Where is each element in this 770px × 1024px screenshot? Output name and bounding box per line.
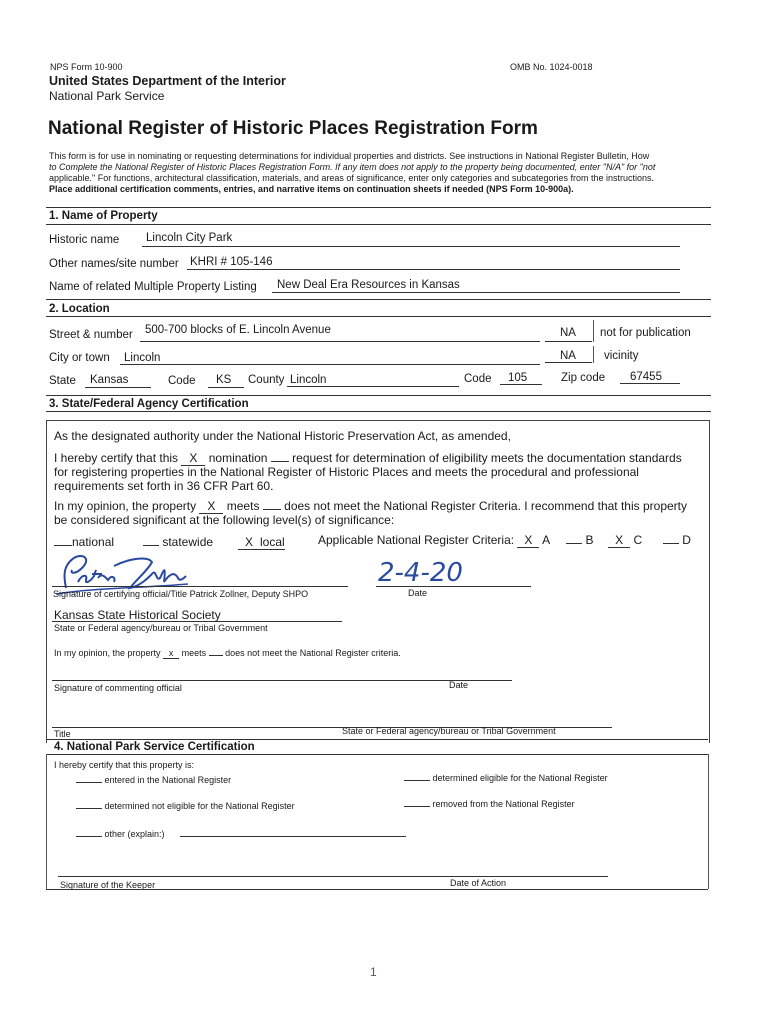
title-caption: Title: [54, 729, 71, 739]
opinion-line-1: [54, 499, 687, 514]
level-statewide: statewide: [143, 535, 213, 549]
section-rule: [46, 316, 711, 317]
section1-heading: 1. Name of Property: [49, 210, 158, 222]
intro-line-4: Place additional certification comments, entries, and narrative items on continuation sheets if needed (NPS Form 10-900a).: [49, 184, 574, 194]
certify-line-1: [54, 451, 682, 466]
authority-text: As the designated authority under the National Historic Preservation Act, as amended,: [54, 429, 511, 443]
opinion2-mark: x: [163, 648, 179, 659]
other-explain-line: [180, 836, 406, 837]
certify-post: request for determination of eligibility meets the documentation standards: [292, 451, 682, 465]
zip-label: Zip code: [561, 372, 606, 384]
field-underline: [545, 362, 592, 363]
department-name: United States Department of the Interior: [49, 74, 286, 88]
nfp-label: not for publication: [600, 327, 691, 339]
other-names-label: Other names/site number: [49, 258, 179, 270]
city-value: Lincoln: [124, 352, 161, 364]
omb-number: OMB No. 1024-0018: [510, 62, 593, 72]
title-agency-caption: State or Federal agency/bureau or Tribal Government: [342, 726, 556, 736]
certify-line-2: for registering properties in the National Register of Historic Places and meets the procedural and professional: [54, 465, 639, 479]
page-title: National Register of Historic Places Registration Form: [48, 118, 538, 139]
commenting-signature-line: [52, 680, 512, 681]
section-rule: [46, 395, 711, 396]
county-value: Lincoln: [290, 374, 327, 386]
not-eligible-option: determined not eligible for the National Register: [76, 801, 295, 811]
field-underline: [620, 383, 680, 384]
signature-line: [52, 586, 348, 587]
date-line: [376, 586, 531, 587]
commenting-caption: Signature of commenting official: [54, 683, 182, 693]
state-code-label: Code: [168, 375, 196, 387]
vicinity-value: NA: [560, 350, 576, 362]
opinion-line-2: be considered significant at the following level(s) of significance:: [54, 513, 395, 527]
mpl-label: Name of related Multiple Property Listing: [49, 281, 257, 293]
state-label: State: [49, 375, 76, 387]
agency-caption: State or Federal agency/bureau or Tribal Government: [54, 623, 268, 633]
signature-caption: Signature of certifying official/Title Patrick Zollner, Deputy SHPO: [53, 589, 309, 599]
other-names-value: KHRI # 105-146: [190, 256, 273, 268]
street-value: 500-700 blocks of E. Lincoln Avenue: [145, 324, 331, 336]
section2-heading: 2. Location: [49, 303, 110, 315]
service-name: National Park Service: [49, 89, 165, 103]
criterion-a: A: [542, 533, 550, 547]
section-rule: [46, 207, 711, 208]
field-underline: [187, 269, 680, 270]
page-number: 1: [370, 965, 377, 979]
certify-line-3: requirements set forth in 36 CFR Part 60.: [54, 479, 274, 493]
action-date-caption: Date of Action: [450, 878, 507, 888]
field-underline: [287, 386, 459, 387]
criterion-d: D: [682, 533, 691, 547]
meets-mark: X: [199, 499, 223, 514]
section-rule: [46, 299, 711, 300]
handwritten-date: 2-4-20: [378, 558, 463, 588]
entered-option: entered in the National Register: [76, 775, 231, 785]
commenting-date-caption: Date: [449, 680, 469, 690]
criterion-c: C: [633, 533, 643, 547]
street-label: Street & number: [49, 329, 133, 341]
nomination-mark: X: [181, 451, 205, 466]
agency-value: Kansas State Historical Society: [54, 608, 221, 622]
county-code-value: 105: [508, 372, 528, 384]
field-underline: [120, 364, 540, 365]
field-underline: [272, 292, 680, 293]
box-bottom: [46, 889, 708, 890]
criteria-label: Applicable National Register Criteria:: [318, 533, 515, 547]
keeper-caption: Signature of the Keeper: [60, 880, 156, 890]
field-underline: [545, 341, 592, 342]
section3-heading: 3. State/Federal Agency Certification: [49, 398, 249, 410]
zip-value: 67455: [630, 371, 662, 383]
nfp-value: NA: [560, 327, 576, 339]
field-underline: [208, 387, 244, 388]
intro-line-1: This form is for use in nominating or requesting determinations for individual properties and districts. See instructions in National Register Bulletin, How: [49, 151, 650, 161]
certify-nomination: nomination: [208, 451, 268, 465]
removed-option: removed from the National Register: [404, 799, 575, 809]
historic-name-value: Lincoln City Park: [146, 232, 233, 244]
section-rule: [46, 739, 708, 740]
intro-line-3: applicable." For functions, architectural classification, materials, and areas of significance, enter only categories and subcategories from the instructions.: [49, 173, 654, 183]
criterion-c-mark: X: [608, 533, 630, 548]
field-divider: [593, 320, 594, 342]
field-underline: [142, 246, 680, 247]
certify-pre: I hereby certify that this: [54, 451, 179, 465]
level-local: X local: [238, 535, 285, 550]
opinion-post: does not meet the National Register Criteria. I recommend that this property: [284, 499, 687, 513]
nps-certify-text: I hereby certify that this property is:: [54, 760, 195, 770]
agency-line: [52, 621, 342, 622]
section4-heading: 4. National Park Service Certification: [54, 741, 255, 753]
box-edge: [708, 754, 709, 889]
section-rule: [46, 411, 711, 412]
other-option: other (explain:): [76, 829, 165, 839]
not-meet-mark: [263, 509, 281, 510]
field-underline: [500, 384, 542, 385]
vicinity-label: vicinity: [604, 350, 639, 362]
box-edge: [46, 754, 47, 889]
keeper-signature-line: [58, 876, 608, 877]
form-number: NPS Form 10-900: [50, 62, 123, 72]
opinion-meets: meets: [226, 499, 260, 513]
criteria-row: [318, 533, 691, 548]
criterion-b: B: [585, 533, 594, 547]
county-label: County: [248, 374, 285, 386]
section-rule: [46, 754, 708, 755]
eligible-option: determined eligible for the National Register: [404, 773, 608, 783]
request-mark: [271, 461, 289, 462]
historic-name-label: Historic name: [49, 234, 120, 246]
mpl-value: New Deal Era Resources in Kansas: [277, 279, 460, 291]
intro-line-2: to Complete the National Register of Historic Places Registration Form. If any item does not apply to the property being documented, enter "N/A" for "not: [49, 162, 656, 172]
criterion-a-mark: X: [517, 533, 539, 548]
level-national: national: [54, 535, 114, 549]
city-label: City or town: [49, 352, 110, 364]
county-code-label: Code: [464, 373, 492, 385]
field-underline: [140, 341, 540, 342]
field-divider: [593, 346, 594, 363]
field-underline: [85, 387, 151, 388]
section-rule: [46, 224, 711, 225]
opinion2-line: In my opinion, the property x meets does not meet the National Register criteria.: [54, 648, 401, 658]
date-caption: Date: [408, 588, 428, 598]
state-code-value: KS: [216, 374, 232, 386]
opinion-pre: In my opinion, the property: [54, 499, 197, 513]
state-value: Kansas: [90, 374, 129, 386]
